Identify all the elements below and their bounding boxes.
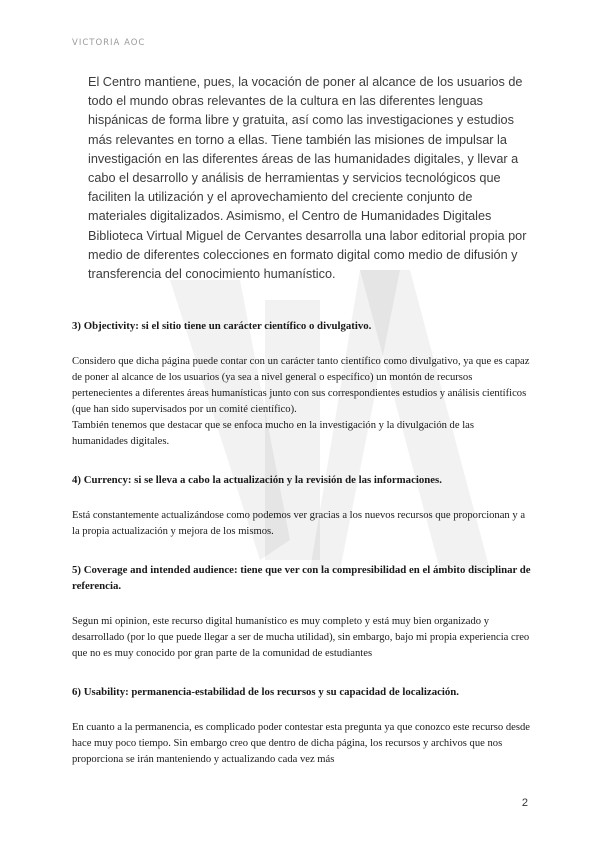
- page-number: 2: [521, 797, 528, 809]
- section-heading-currency: 4) Currency: si se lleva a cabo la actualización y la revisión de las informaciones.: [72, 474, 442, 486]
- header-author: VICTORIA AOC: [72, 38, 146, 48]
- document-body: [72, 318, 532, 768]
- currency-paragraph: Está constantemente actualizándose como podemos ver gracias a los nuevos recursos que proporcionan y a la propia actualización y mejora de los mismos.: [72, 510, 526, 537]
- section-heading-usability: 6) Usability: permanencia-estabilidad de los recursos y su capacidad de localización.: [72, 686, 459, 698]
- section-heading-objectivity: 3) Objectivity: si el sitio tiene un carácter científico o divulgativo.: [72, 320, 372, 332]
- objectivity-paragraph-2: También tenemos que destacar que se enfoca mucho en la investigación y la divulgación de las humanidades digitales.: [72, 420, 474, 447]
- objectivity-paragraph: Considero que dicha página puede contar con un carácter tanto científico como divulgativo, ya que es capaz de poner al alcance de los usuarios (ya sea a nivel general o específico) un montón de recursos pertenecientes a diferentes áreas humanísticas junto con sus correspondientes estudios y análisis científicos (que han sido supervisados por un comité científico).: [72, 356, 530, 415]
- coverage-paragraph: Segun mi opinion, este recurso digital humanístico es muy completo y está muy bien organizado y desarrollado (por lo que puede llegar a ser de mucha utilidad), sin embargo, bajo mi propia experiencia creo que no es muy conocido por gran parte de la comunidad de estudiantes: [72, 616, 530, 659]
- quoted-paragraph: El Centro mantiene, pues, la vocación de poner al alcance de los usuarios de todo el mundo obras relevantes de la cultura en las diferentes lenguas hispánicas de forma libre y gratuita, así como las investigaciones y estudios más relevantes en torno a ellas. Tiene también las misiones de impulsar la investigación en las diferentes áreas de las humanidades digitales, y llevar a cabo el desarrollo y análisis de herramientas y servicios tecnológicos que faciliten la utilización y el aprovechamiento del creciente conjunto de materiales digitalizados. Asimismo, el Centro de Humanidades Digitales Biblioteca Virtual Miguel de Cervantes desarrolla una labor editorial propia por medio de diferentes colecciones en formato digital como medio de difusión y transferencia del conocimiento humanístico.: [88, 75, 527, 282]
- section-heading-coverage: 5) Coverage and intended audience: tiene que ver con la compresibilidad en el ámbito disciplinar de referencia.: [72, 564, 531, 592]
- usability-paragraph: En cuanto a la permanencia, es complicado poder contestar esta pregunta ya que conozco este recurso desde hace muy poco tiempo. Sin embargo creo que dentro de dicha página, los recursos y archivos que nos proporciona se irán manteniendo y actualizando cada vez más: [72, 722, 530, 765]
